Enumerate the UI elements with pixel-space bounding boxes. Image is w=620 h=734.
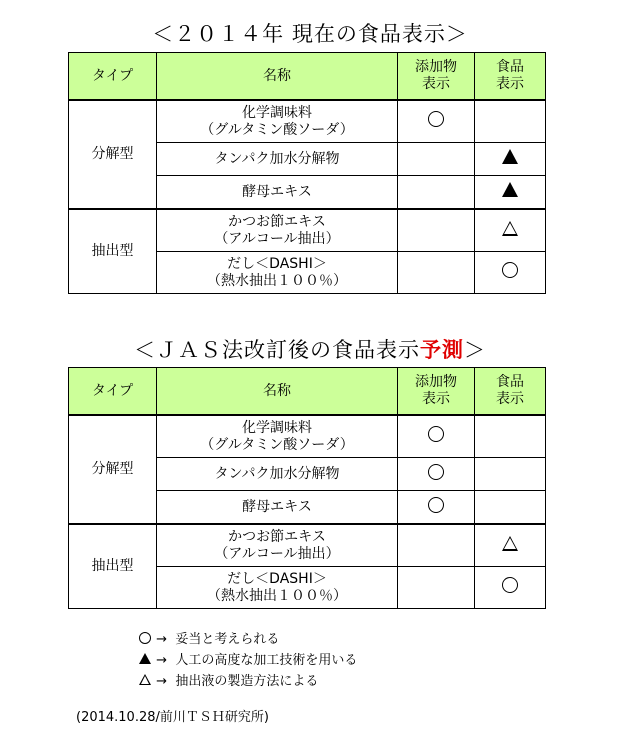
table2-title: ＜ＪＡＳ法改訂後の食品表示予測＞: [134, 338, 486, 362]
legend-open-text: 抽出液の製造方法による: [175, 674, 319, 689]
legend: [138, 630, 357, 693]
food-mark: [475, 415, 546, 458]
item-name: タンパク加水分解物: [157, 458, 398, 491]
header-type: タイプ: [69, 53, 157, 101]
filled-triangle-icon: [502, 149, 518, 164]
group-decomposition: 分解型: [69, 415, 157, 524]
additive-mark: [398, 567, 475, 609]
legend-filled-triangle: [138, 651, 357, 672]
item-name: 化学調味料 （グルタミン酸ソーダ）: [157, 100, 398, 143]
filled-triangle-icon: [139, 653, 151, 664]
circle-icon: [428, 497, 444, 513]
footer-credit: (2014.10.28/前川ＴＳＨ研究所): [76, 710, 269, 725]
additive-mark: [398, 524, 475, 567]
item-name: 化学調味料 （グルタミン酸ソーダ）: [157, 415, 398, 458]
header-type: タイプ: [69, 368, 157, 416]
legend-arrow: →: [156, 674, 168, 689]
circle-icon: [428, 111, 444, 127]
predicted-labeling-table: [68, 367, 546, 609]
food-mark: [475, 458, 546, 491]
legend-arrow: →: [156, 632, 168, 647]
item-name: かつお節エキス （アルコール抽出）: [157, 524, 398, 567]
additive-mark: [398, 100, 475, 143]
food-mark: [475, 209, 546, 252]
legend-arrow: →: [156, 653, 168, 668]
additive-mark: [398, 415, 475, 458]
item-name: 酵母エキス: [157, 176, 398, 210]
circle-icon: [139, 632, 151, 644]
header-row: [69, 368, 546, 416]
food-mark: [475, 252, 546, 294]
filled-triangle-icon: [502, 182, 518, 197]
group-decomposition: 分解型: [69, 100, 157, 209]
food-mark: [475, 100, 546, 143]
circle-icon: [428, 464, 444, 480]
circle-icon: [502, 577, 518, 593]
open-triangle-icon: [502, 536, 518, 551]
item-name: タンパク加水分解物: [157, 143, 398, 176]
table-row: [69, 100, 546, 143]
table-row: [69, 209, 546, 252]
table1-title: ＜２０１４年 現在の食品表示＞: [152, 22, 468, 46]
food-mark: [475, 567, 546, 609]
open-triangle-icon: [502, 221, 518, 236]
item-name: だし＜DASHI＞ （熱水抽出１００％）: [157, 567, 398, 609]
additive-mark: [398, 252, 475, 294]
food-mark: [475, 143, 546, 176]
additive-mark: [398, 458, 475, 491]
header-additive: 添加物 表示: [398, 53, 475, 101]
circle-icon: [502, 262, 518, 278]
table-row: [69, 415, 546, 458]
additive-mark: [398, 176, 475, 210]
open-triangle-icon: [139, 674, 151, 685]
legend-circle: [138, 630, 357, 651]
group-extraction: 抽出型: [69, 209, 157, 294]
legend-circle-text: 妥当と考えられる: [175, 632, 280, 647]
food-mark: [475, 176, 546, 210]
circle-icon: [428, 426, 444, 442]
food-mark: [475, 491, 546, 525]
group-extraction: 抽出型: [69, 524, 157, 609]
food-mark: [475, 524, 546, 567]
header-name: 名称: [157, 53, 398, 101]
header-row: [69, 53, 546, 101]
header-additive: 添加物 表示: [398, 368, 475, 416]
item-name: 酵母エキス: [157, 491, 398, 525]
additive-mark: [398, 209, 475, 252]
legend-filled-text: 人工の高度な加工技術を用いる: [175, 653, 358, 668]
header-food: 食品 表示: [475, 53, 546, 101]
current-labeling-table: [68, 52, 546, 294]
prediction-label: 予測: [420, 338, 464, 362]
additive-mark: [398, 143, 475, 176]
table-row: [69, 524, 546, 567]
item-name: かつお節エキス （アルコール抽出）: [157, 209, 398, 252]
additive-mark: [398, 491, 475, 525]
item-name: だし＜DASHI＞ （熱水抽出１００％）: [157, 252, 398, 294]
header-food: 食品 表示: [475, 368, 546, 416]
header-name: 名称: [157, 368, 398, 416]
legend-open-triangle: [138, 672, 357, 693]
